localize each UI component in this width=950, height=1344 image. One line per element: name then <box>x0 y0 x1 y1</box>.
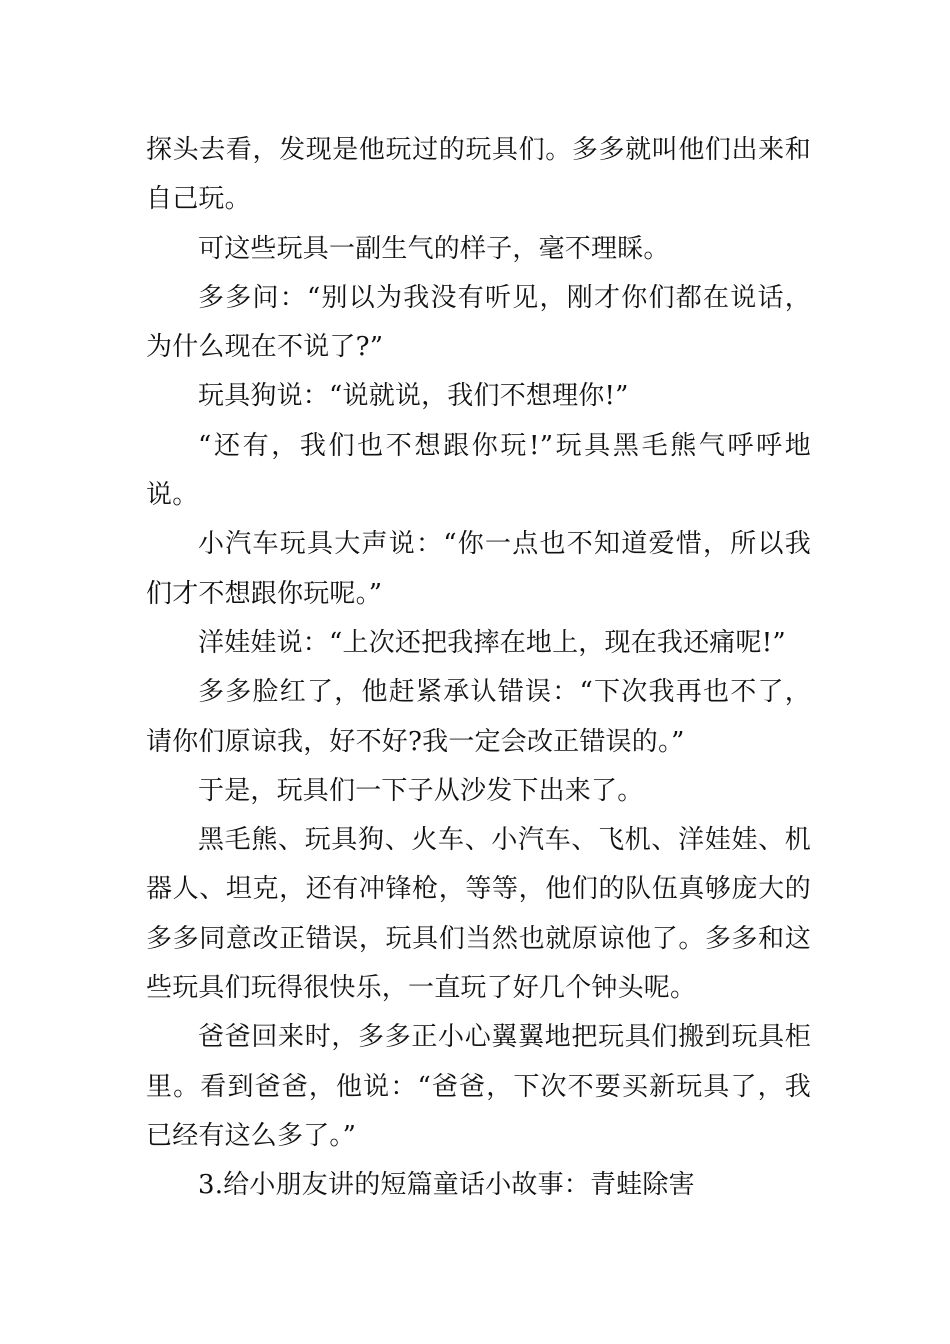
paragraph: 小汽车玩具大声说：“你一点也不知道爱惜，所以我们才不想跟你玩呢。” <box>146 529 811 609</box>
section-heading: 3.给小朋友讲的短篇童话小故事：青蛙除害 <box>198 1170 695 1201</box>
paragraph: 多多问：“别以为我没有听见，刚才你们都在说话，为什么现在不说了?” <box>146 282 811 363</box>
paragraph: 洋娃娃说：“上次还把我摔在地上，现在我还痛呢!” <box>198 627 786 658</box>
paragraph: 多多脸红了，他赶紧承认错误：“下次我再也不了，请你们原谅我，好不好?我一定会改正错误的。” <box>146 677 811 757</box>
paragraph: 爸爸回来时，多多正小心翼翼地把玩具们搬到玩具柜里。看到爸爸，他说：“爸爸，下次不要买新玩具了，我已经有这么多了。” <box>146 1022 811 1151</box>
paragraph-continuation: 探头去看，发现是他玩过的玩具们。多多就叫他们出来和自己玩。 <box>146 135 811 215</box>
paragraph: 可这些玩具一副生气的样子，毫不理睬。 <box>198 233 670 264</box>
paragraph: 玩具狗说：“说就说，我们不想理你!” <box>198 381 629 412</box>
document-body <box>146 126 811 1211</box>
paragraph: 黑毛熊、玩具狗、火车、小汽车、飞机、洋娃娃、机器人、坦克，还有冲锋枪，等等，他们的队伍真够庞大的多多同意改正错误，玩具们当然也就原谅他了。多多和这些玩具们玩得很快乐，一直玩了好几个钟头呢。 <box>146 825 811 1004</box>
paragraph: “还有，我们也不想跟你玩!”玩具黑毛熊气呼呼地说。 <box>146 430 811 511</box>
paragraph: 于是，玩具们一下子从沙发下出来了。 <box>198 775 644 806</box>
